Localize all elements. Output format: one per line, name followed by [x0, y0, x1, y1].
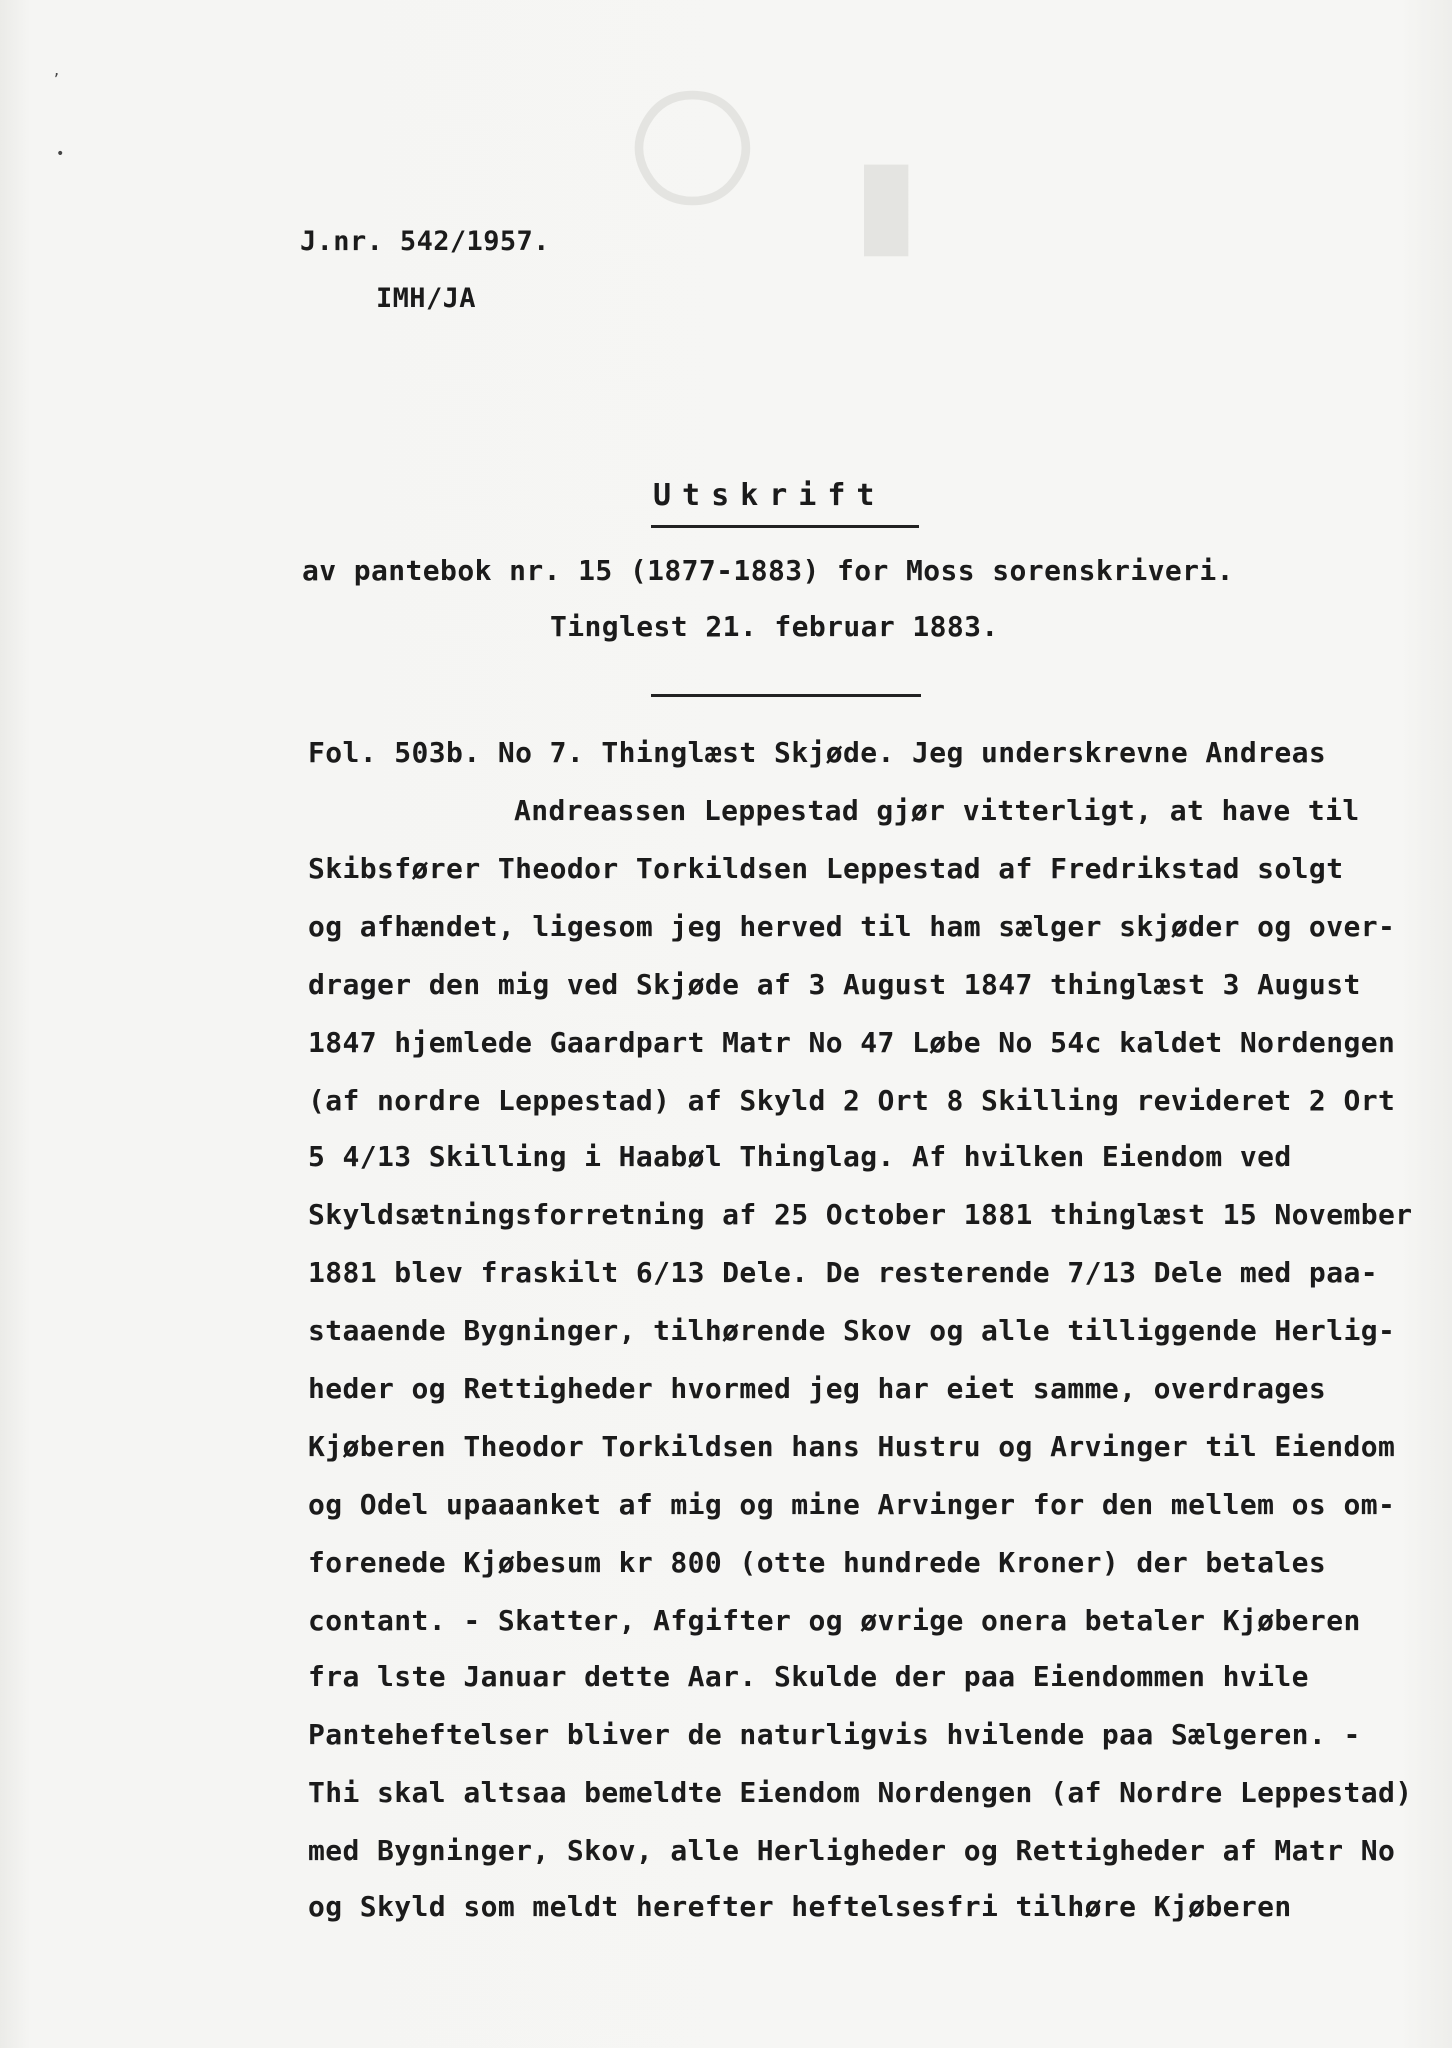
section-divider — [651, 694, 921, 697]
body-line: og afhændet, ligesom jeg herved til ham sælger skjøder og over- — [308, 910, 1396, 943]
body-line: 1881 blev fraskilt 6/13 Dele. De resterende 7/13 Dele med paa- — [308, 1256, 1378, 1289]
tinglest-date: Tinglest 21. februar 1883. — [550, 610, 999, 643]
body-line: Andreassen Leppestad gjør vitterligt, at have til — [514, 794, 1360, 827]
body-line: Kjøberen Theodor Torkildsen hans Hustru og Arvinger til Eiendom — [308, 1430, 1396, 1463]
body-line: Skibsfører Theodor Torkildsen Leppestad af Fredrikstad solgt — [308, 852, 1344, 885]
journal-number: J.nr. 542/1957. — [300, 226, 550, 257]
margin-mark: ’ — [52, 72, 61, 88]
body-line: Panteheftelser bliver de naturligvis hvilende paa Sælgeren. - — [308, 1718, 1361, 1751]
body-line: og Skyld som meldt herefter heftelsesfri tilhøre Kjøberen — [308, 1890, 1292, 1923]
initials: IMH/JA — [376, 283, 476, 314]
title-underline — [651, 525, 919, 528]
body-line: fra lste Januar dette Aar. Skulde der paa Eiendommen hvile — [308, 1660, 1309, 1693]
body-line: 5 4/13 Skilling i Haabøl Thinglag. Af hvilken Eiendom ved — [308, 1140, 1292, 1173]
body-line: Skyldsætningsforretning af 25 October 1881 thinglæst 15 November — [308, 1198, 1413, 1231]
body-line: staaende Bygninger, tilhørende Skov og alle tilliggende Herlig- — [308, 1314, 1396, 1347]
body-line: forenede Kjøbesum kr 800 (otte hundrede Kroner) der betales — [308, 1546, 1327, 1579]
body-line: 1847 hjemlede Gaardpart Matr No 47 Løbe No 54c kaldet Nordengen — [308, 1026, 1396, 1059]
body-line: med Bygninger, Skov, alle Herligheder og Rettigheder af Matr No — [308, 1834, 1396, 1867]
body-line: contant. - Skatter, Afgifter og øvrige onera betaler Kjøberen — [308, 1604, 1361, 1637]
body-line: drager den mig ved Skjøde af 3 August 1847 thinglæst 3 August — [308, 968, 1361, 1001]
body-line: Thi skal altsaa bemeldte Eiendom Nordengen (af Nordre Leppestad) — [308, 1776, 1413, 1809]
margin-mark: • — [56, 146, 65, 162]
bleed-through-mark: ○ — [617, 82, 794, 214]
body-line: Fol. 503b. No 7. Thinglæst Skjøde. Jeg underskrevne Andreas — [308, 736, 1327, 769]
document-title: Utskrift — [653, 478, 886, 513]
subtitle: av pantebok nr. 15 (1877-1883) for Moss sorenskriveri. — [302, 554, 1234, 587]
body-line: heder og Rettigheder hvormed jeg har eiet samme, overdrages — [308, 1372, 1327, 1405]
body-line: (af nordre Leppestad) af Skyld 2 Ort 8 Skilling revideret 2 Ort — [308, 1084, 1396, 1117]
bleed-through-mark: ▬ — [826, 153, 968, 268]
body-line: og Odel upaaanket af mig og mine Arvinger for den mellem os om- — [308, 1488, 1396, 1521]
